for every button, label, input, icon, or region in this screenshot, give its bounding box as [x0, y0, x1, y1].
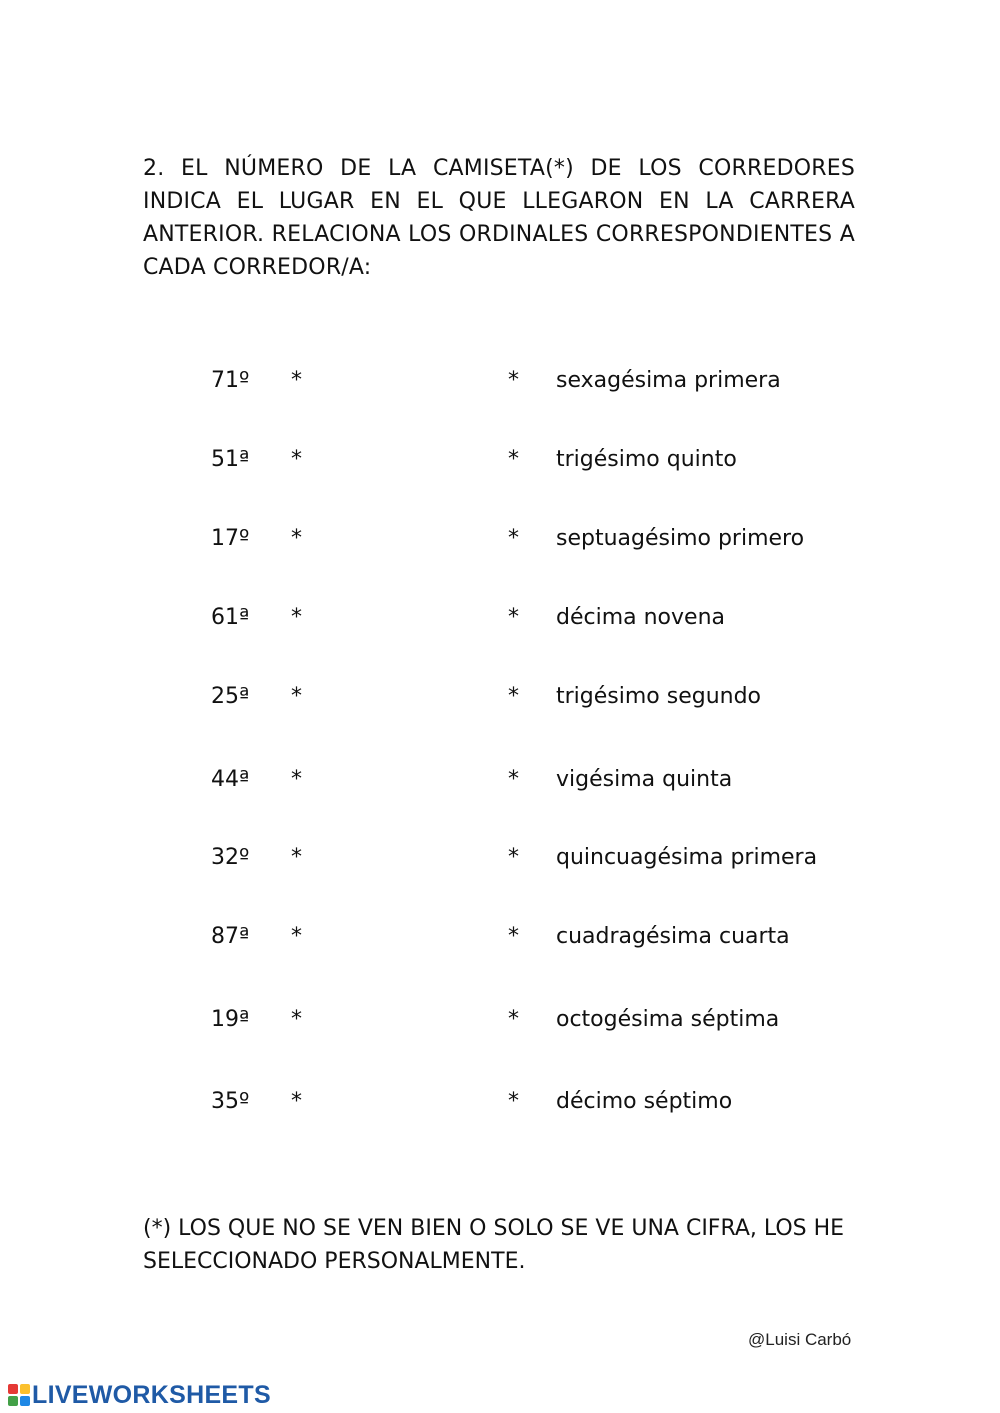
- liveworksheets-logo-icon: [8, 1384, 30, 1406]
- match-row: [0, 1085, 1000, 1119]
- match-row: [0, 522, 1000, 556]
- right-connector-dot[interactable]: *: [508, 767, 519, 792]
- left-connector-dot[interactable]: *: [291, 526, 302, 551]
- match-row: [0, 763, 1000, 797]
- match-row: [0, 920, 1000, 954]
- ordinal-word: décima novena: [556, 605, 725, 630]
- logo-square-yellow: [20, 1384, 30, 1394]
- right-connector-dot[interactable]: *: [508, 924, 519, 949]
- footnote: (*) LOS QUE NO SE VEN BIEN O SOLO SE VE UNA CIFRA, LOS HE SELECCIONADO PERSONALMENTE.: [143, 1216, 845, 1274]
- left-connector-dot[interactable]: *: [291, 845, 302, 870]
- right-connector-dot[interactable]: *: [508, 1007, 519, 1032]
- ordinal-number: 44ª: [211, 767, 250, 792]
- ordinal-number: 32º: [211, 845, 250, 870]
- ordinal-number: 87ª: [211, 924, 250, 949]
- left-connector-dot[interactable]: *: [291, 447, 302, 472]
- left-connector-dot[interactable]: *: [291, 368, 302, 393]
- match-row: [0, 1003, 1000, 1037]
- ordinal-word: trigésimo quinto: [556, 447, 737, 472]
- right-connector-dot[interactable]: *: [508, 684, 519, 709]
- match-row: [0, 680, 1000, 714]
- logo-square-red: [8, 1384, 18, 1394]
- ordinal-word: quincuagésima primera: [556, 845, 818, 870]
- liveworksheets-brand[interactable]: [8, 1381, 271, 1409]
- ordinal-word: décimo séptimo: [556, 1089, 733, 1114]
- left-connector-dot[interactable]: *: [291, 924, 302, 949]
- match-row: [0, 364, 1000, 398]
- ordinal-word: trigésimo segundo: [556, 684, 762, 709]
- brand-name: LIVEWORKSHEETS: [32, 1380, 271, 1409]
- left-connector-dot[interactable]: *: [291, 767, 302, 792]
- logo-square-blue: [20, 1396, 30, 1406]
- ordinal-number: 25ª: [211, 684, 250, 709]
- ordinal-word: vigésima quinta: [556, 767, 733, 792]
- ordinal-word: septuagésimo primero: [556, 526, 805, 551]
- match-row: [0, 841, 1000, 875]
- left-connector-dot[interactable]: *: [291, 684, 302, 709]
- logo-square-green: [8, 1396, 18, 1406]
- ordinal-word: cuadragésima cuarta: [556, 924, 790, 949]
- ordinal-number: 19ª: [211, 1007, 250, 1032]
- ordinal-number: 71º: [211, 368, 250, 393]
- author-credit: @Luisi Carbó: [748, 1330, 852, 1349]
- right-connector-dot[interactable]: *: [508, 1089, 519, 1114]
- exercise-instructions: 2. EL NÚMERO DE LA CAMISETA(*) DE LOS CORREDORES INDICA EL LUGAR EN EL QUE LLEGARON EN LA CARRERA ANTERIOR. RELACIONA LOS ORDINALES CORRESPONDIENTES A CADA CORREDOR/A:: [143, 156, 855, 280]
- right-connector-dot[interactable]: *: [508, 526, 519, 551]
- left-connector-dot[interactable]: *: [291, 605, 302, 630]
- right-connector-dot[interactable]: *: [508, 447, 519, 472]
- left-connector-dot[interactable]: *: [291, 1089, 302, 1114]
- match-row: [0, 601, 1000, 635]
- ordinal-word: sexagésima primera: [556, 368, 781, 393]
- right-connector-dot[interactable]: *: [508, 605, 519, 630]
- left-connector-dot[interactable]: *: [291, 1007, 302, 1032]
- ordinal-number: 17º: [211, 526, 250, 551]
- ordinal-number: 51ª: [211, 447, 250, 472]
- right-connector-dot[interactable]: *: [508, 368, 519, 393]
- match-row: [0, 443, 1000, 477]
- ordinal-word: octogésima séptima: [556, 1007, 780, 1032]
- ordinal-number: 61ª: [211, 605, 250, 630]
- right-connector-dot[interactable]: *: [508, 845, 519, 870]
- ordinal-number: 35º: [211, 1089, 250, 1114]
